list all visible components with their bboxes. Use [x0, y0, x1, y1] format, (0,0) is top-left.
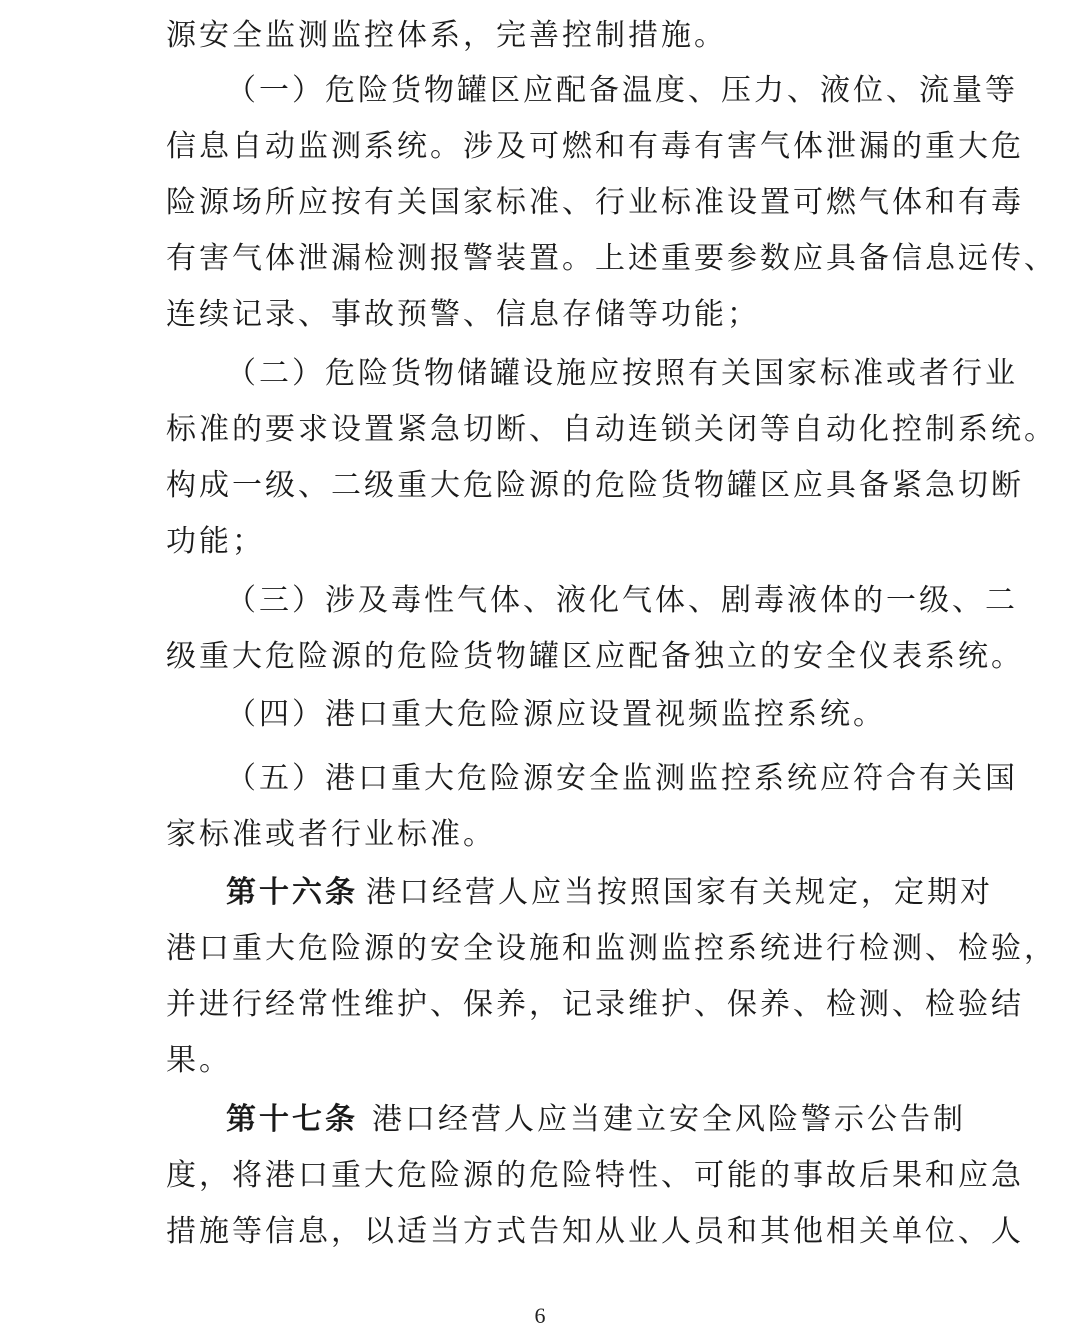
text-line: 功能；	[166, 524, 265, 559]
text-line: 信息自动监测系统。涉及可燃和有毒有害气体泄漏的重大危	[166, 129, 1024, 164]
text-line: （四）港口重大危险源应设置视频监控系统。	[226, 697, 886, 732]
text-line: 有害气体泄漏检测报警装置。上述重要参数应具备信息远传、	[166, 241, 1057, 276]
article-17-heading: 第十七条	[226, 1102, 358, 1137]
text-line: 险源场所应按有关国家标准、行业标准设置可燃气体和有毒	[166, 185, 1024, 220]
text-line: （二）危险货物储罐设施应按照有关国家标准或者行业	[226, 356, 1018, 391]
text-line: 源安全监测监控体系，完善控制措施。	[166, 18, 727, 53]
text-line: （三）涉及毒性气体、液化气体、剧毒液体的一级、二	[226, 583, 1018, 618]
text-line: 港口重大危险源的安全设施和监测监控系统进行检测、检验，	[166, 931, 1057, 966]
text-line: （五）港口重大危险源安全监测监控系统应符合有关国	[226, 761, 1018, 796]
text-line: 港口经营人应当按照国家有关规定，定期对	[366, 875, 993, 910]
article-16-heading: 第十六条	[226, 875, 358, 910]
text-line: 级重大危险源的危险货物罐区应配备独立的安全仪表系统。	[166, 639, 1024, 674]
text-line: 度，将港口重大危险源的危险特性、可能的事故后果和应急	[166, 1158, 1024, 1193]
text-line: 并进行经常性维护、保养，记录维护、保养、检测、检验结	[166, 987, 1024, 1022]
page-number: 6	[534, 1303, 546, 1328]
text-line: 家标准或者行业标准。	[166, 817, 496, 852]
text-line: 港口经营人应当建立安全风险警示公告制	[372, 1102, 966, 1137]
text-line: 构成一级、二级重大危险源的危险货物罐区应具备紧急切断	[166, 468, 1024, 503]
text-line: 连续记录、事故预警、信息存储等功能；	[166, 297, 760, 332]
text-line: 措施等信息，以适当方式告知从业人员和其他相关单位、人	[166, 1214, 1024, 1249]
text-line: 果。	[166, 1043, 232, 1078]
text-line: （一）危险货物罐区应配备温度、压力、液位、流量等	[226, 73, 1018, 108]
text-line: 标准的要求设置紧急切断、自动连锁关闭等自动化控制系统。	[166, 412, 1057, 447]
